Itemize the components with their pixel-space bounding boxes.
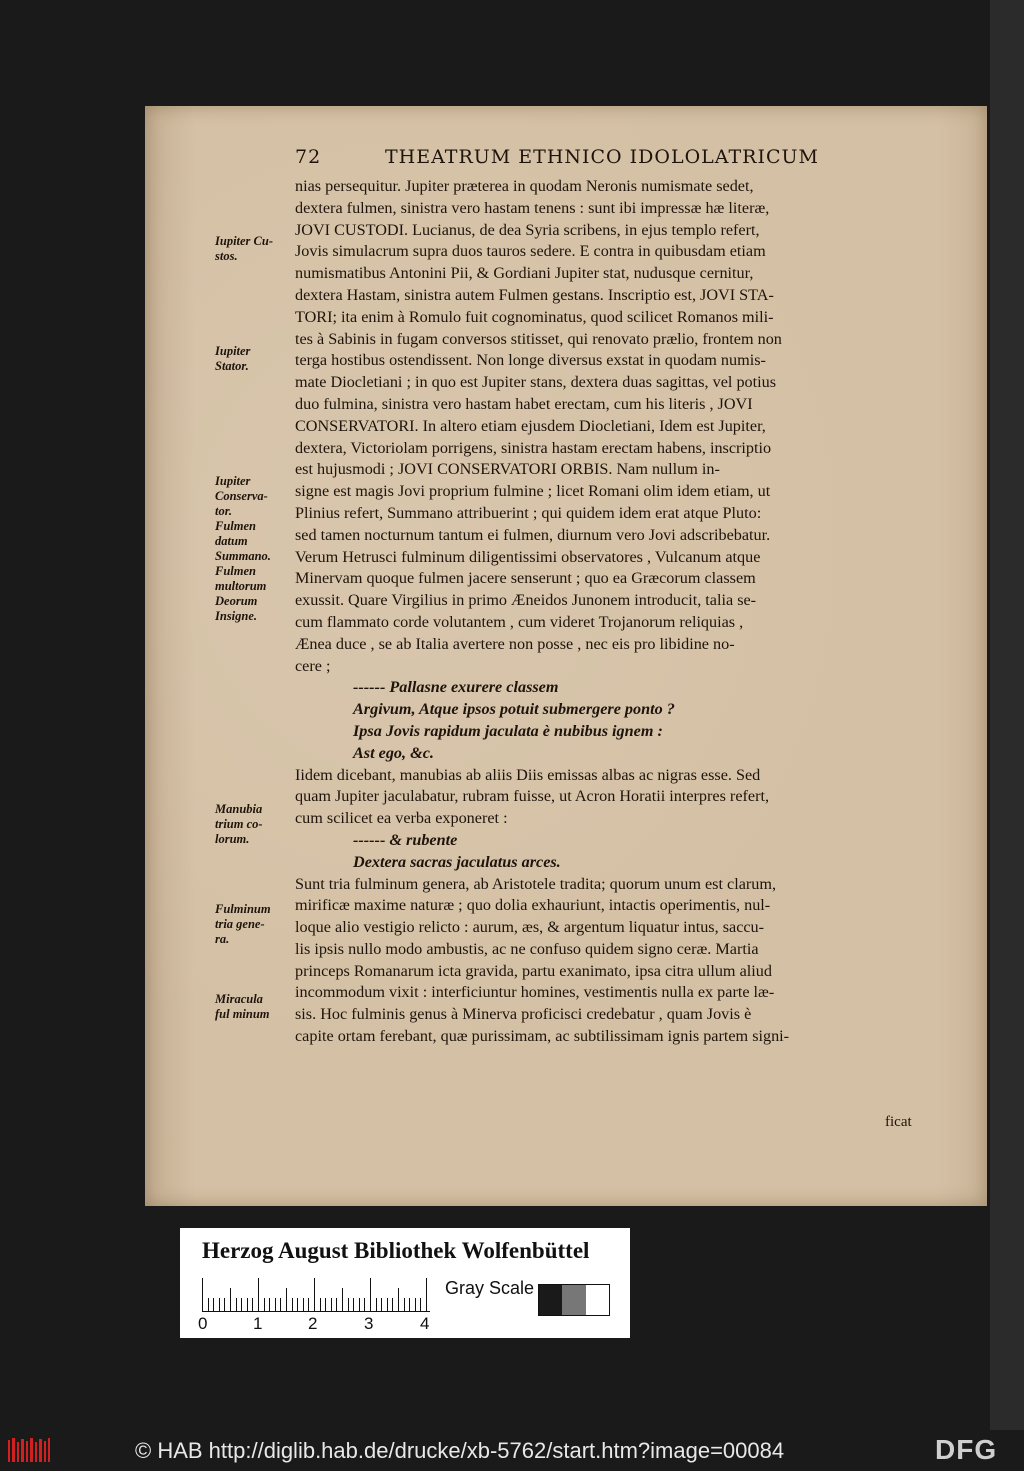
ruler-tick	[236, 1298, 237, 1312]
margin-note: Manubia trium co- lorum.	[215, 802, 263, 846]
text-line: TORI; ita enim à Romulo fuit cognominatus, quod scilicet Romanos mili-	[295, 307, 774, 326]
ruler-tick	[258, 1278, 259, 1312]
swatch-black	[539, 1285, 562, 1315]
text-line: dextera Hastam, sinistra autem Fulmen gestans. Inscriptio est, JOVI STA-	[295, 285, 774, 304]
ruler-tick	[376, 1298, 377, 1312]
ruler-tick	[286, 1288, 287, 1312]
ruler-tick	[247, 1298, 248, 1312]
text-line: sed tamen nocturnum tantum ei fulmen, diurnum vero Jovi adscribebatur.	[295, 525, 771, 544]
text-line: incommodum vixit : interficiuntur homines, vestimentis nulla ex parte læ-	[295, 983, 775, 1002]
text-line: cum flammato corde volutantem , cum videret Trojanorum reliquias ,	[295, 612, 744, 631]
ruler-tick	[303, 1298, 304, 1312]
text-line: Jovis simulacrum supra duos tauros sedere. E contra in quibusdam etiam	[295, 242, 766, 261]
verse-line: Dextera sacras jaculatus arces.	[353, 852, 561, 871]
text-line: numismatibus Antonini Pii, & Gordiani Jupiter stat, nudusque cernitur,	[295, 264, 754, 283]
verse-line: Ast ego, &c.	[353, 743, 434, 762]
text-line: capite ortam ferebant, quæ purissimam, ac subtilissimam ignis partem signi-	[295, 1027, 790, 1046]
margin-note: Iupiter Conserva- tor. Fulmen datum Summano. Fulmen multorum Deorum Insigne.	[215, 474, 271, 623]
ruler-tick	[392, 1298, 393, 1312]
text-line: exussit. Quare Virgilius in primo Æneidos Junonem introducit, talia se-	[295, 591, 757, 610]
margin-note: Miracula ful minum	[215, 992, 270, 1021]
page-number: 72	[295, 146, 322, 168]
ruler-tick	[336, 1298, 337, 1312]
ruler-tick	[359, 1298, 360, 1312]
ruler-tick	[219, 1298, 220, 1312]
swatch-gray	[562, 1285, 585, 1315]
text-line: signe est magis Jovi proprium fulmine ; licet Romani olim idem etiam, ut	[295, 482, 771, 501]
text-line: lis ipsis nullo modo ambustis, ac ne confuso quidem signo ceræ. Martia	[295, 939, 759, 958]
text-line: Iidem dicebant, manubias ab aliis Diis emissas albas ac nigras esse. Sed	[295, 765, 761, 784]
ruler-tick	[241, 1298, 242, 1312]
ruler-number: 2	[308, 1314, 318, 1333]
ruler-tick	[280, 1298, 281, 1312]
ruler-tick	[420, 1298, 421, 1312]
text-line: est hujusmodi ; JOVI CONSERVATORI ORBIS. Nam nullum in-	[295, 460, 720, 479]
text-line: tes à Sabinis in fugam conversos stitisset, qui renovato prælio, frontem non	[295, 329, 782, 348]
text-line: princeps Romanarum icta gravida, partu exanimato, ipsa citra ullum aliud	[295, 961, 772, 980]
verse-line: Ipsa Jovis rapidum jaculata è nubibus ignem :	[353, 721, 663, 740]
margin-note: Fulminum tria gene- ra.	[215, 902, 271, 946]
ruler-tick	[331, 1298, 332, 1312]
text-line: Sunt tria fulminum genera, ab Aristotele tradita; quorum unum est clarum,	[295, 874, 777, 893]
ruler-tick	[275, 1298, 276, 1312]
text-line: cum scilicet ea verba exponeret :	[295, 809, 508, 828]
text-line: Minervam quoque fulmen jacere senserunt ; quo ea Græcorum classem	[295, 569, 756, 588]
ruler-number: 1	[253, 1314, 263, 1333]
main-text	[295, 176, 935, 1048]
verse-line: ------ Pallasne exurere classem	[353, 678, 559, 697]
ruler-tick	[364, 1298, 365, 1312]
text-line: Ænea duce , se ab Italia avertere non posse , nec eis pro libidine no-	[295, 634, 735, 653]
ruler-tick	[308, 1298, 309, 1312]
verse-line: Argivum, Atque ipsos potuit submergere ponto ?	[353, 700, 675, 719]
text-line: JOVI CUSTODI. Lucianus, de dea Syria scribens, in ejus templo refert,	[295, 220, 760, 239]
barcode-icon	[8, 1436, 50, 1464]
ruler-tick	[314, 1278, 315, 1312]
book-page	[145, 106, 987, 1206]
text-line: dextera fulmen, sinistra vero hastam tenens : sunt ibi impressæ hæ literæ,	[295, 198, 770, 217]
ruler-tick	[404, 1298, 405, 1312]
ruler-tick	[348, 1298, 349, 1312]
ruler-tick	[252, 1298, 253, 1312]
ruler-tick	[370, 1278, 371, 1312]
text-line: cere ;	[295, 656, 331, 675]
library-name: Herzog August Bibliothek Wolfenbüttel	[202, 1238, 590, 1263]
ruler-tick	[269, 1298, 270, 1312]
ruler-tick	[387, 1298, 388, 1312]
running-head: THEATRUM ETHNICO IDOLOLATRICUM	[385, 146, 819, 168]
text-line: Verum Hetrusci fulminum diligentissimi observatores , Vulcanum atque	[295, 547, 761, 566]
text-line: quam Jupiter jaculabatur, rubram fuisse, ut Acron Horatii interpres refert,	[295, 787, 770, 806]
ruler-tick	[381, 1298, 382, 1312]
ruler-tick	[297, 1298, 298, 1312]
text-line: mirificæ maxime naturæ ; quo dolia exhauriunt, intactis operimentis, nul-	[295, 896, 771, 915]
scale-ruler	[202, 1276, 430, 1312]
verse-line: ------ & rubente	[353, 830, 458, 849]
ruler-tick	[325, 1298, 326, 1312]
ruler-tick	[264, 1298, 265, 1312]
ruler-number: 3	[364, 1314, 374, 1333]
ruler-tick	[224, 1298, 225, 1312]
book-spine	[990, 0, 1024, 1471]
gray-scale-label: Gray Scale	[445, 1278, 535, 1298]
ruler-tick	[342, 1288, 343, 1312]
ruler-tick	[320, 1298, 321, 1312]
margin-note: Iupiter Cu- stos.	[215, 234, 274, 263]
ruler-tick	[398, 1288, 399, 1312]
swatch-white	[586, 1285, 609, 1315]
ruler-tick	[202, 1278, 203, 1312]
ruler-tick	[426, 1278, 427, 1312]
ruler-tick	[353, 1298, 354, 1312]
text-line: sis. Hoc fulminis genus à Minerva proficisci credebatur , quam Jovis è	[295, 1005, 752, 1024]
ruler-tick	[230, 1288, 231, 1312]
text-line: dextera, Victoriolam porrigens, sinistra hastam erectam habens, inscriptio	[295, 438, 772, 457]
text-line: terga hostibus ostendissent. Non longe diversus exstat in quodam numis-	[295, 351, 766, 370]
ruler-tick	[292, 1298, 293, 1312]
copyright-url[interactable]: © HAB http://diglib.hab.de/drucke/xb-5762/start.htm?image=00084	[135, 1438, 785, 1463]
text-line: duo fulmina, sinistra vero hastam habet erectam, cum his literis , JOVI	[295, 394, 753, 413]
ruler-tick	[409, 1298, 410, 1312]
ruler-number: 4	[420, 1314, 430, 1333]
margin-note: Iupiter Stator.	[215, 344, 251, 373]
ruler-tick	[213, 1298, 214, 1312]
catchword: ficat	[885, 1114, 912, 1130]
text-line: Plinius refert, Summano attribuerint ; qui quidem idem erat atque Pluto:	[295, 503, 762, 522]
library-color-card	[180, 1228, 630, 1338]
text-line: CONSERVATORI. In altero etiam ejusdem Diocletiani, Idem est Jupiter,	[295, 416, 766, 435]
footer-bar	[0, 1430, 1024, 1471]
text-line: mate Diocletiani ; in quo est Jupiter stans, dextera duas sagittas, vel potius	[295, 373, 777, 392]
text-line: loque alio vestigio relicto : aurum, æs, & argentum liquatur intus, saccu-	[295, 918, 765, 937]
ruler-number: 0	[198, 1314, 208, 1333]
dfg-logo: DFG	[935, 1434, 998, 1465]
ruler-tick	[208, 1298, 209, 1312]
ruler-tick	[415, 1298, 416, 1312]
text-line: nias persequitur. Jupiter præterea in quodam Neronis numismate sedet,	[295, 177, 754, 195]
gray-scale-swatches	[538, 1284, 610, 1316]
